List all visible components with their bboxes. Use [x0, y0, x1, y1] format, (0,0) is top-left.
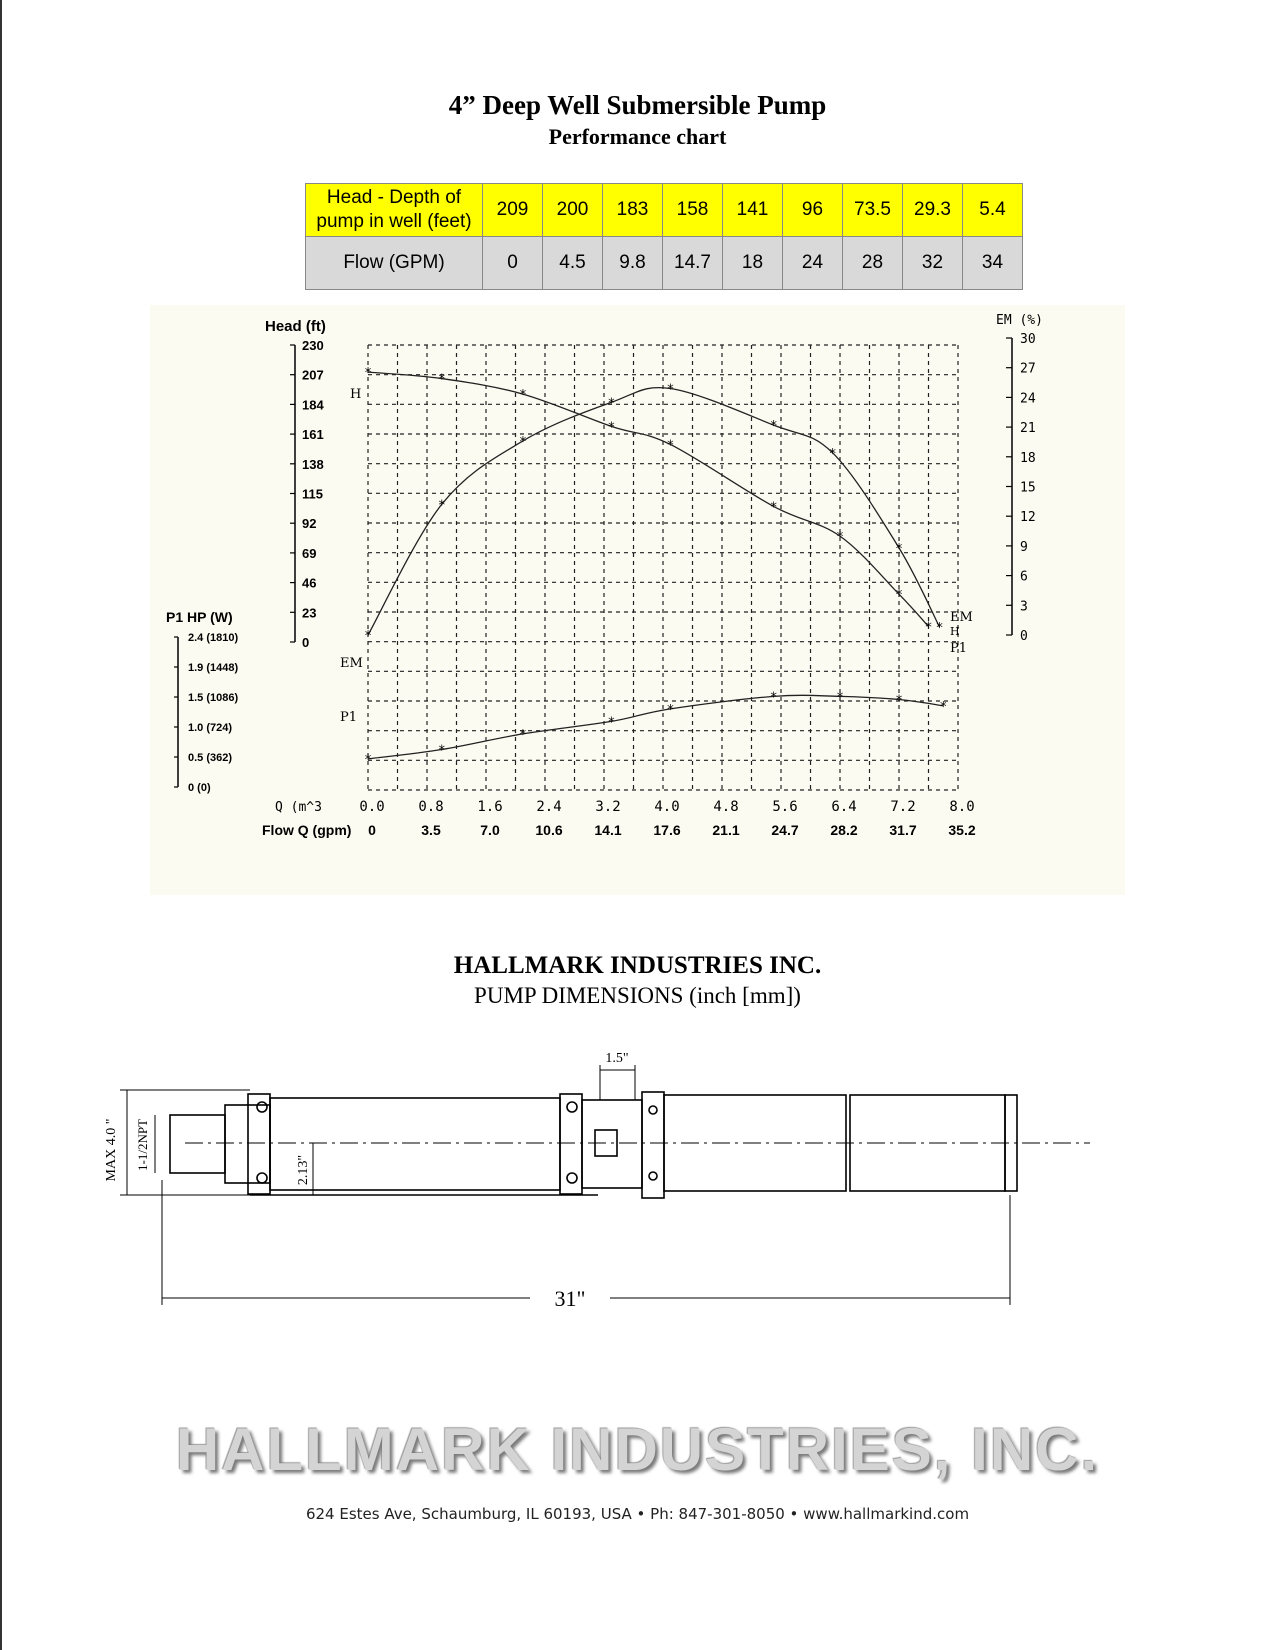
head-tick-label: 138 [302, 456, 324, 472]
head-row-label: Head - Depth of pump in well (feet) [306, 184, 483, 237]
series-p1-point: * [939, 699, 948, 715]
head-cell: 29.3 [903, 184, 963, 237]
q-m3-tick-label: 0.0 [359, 799, 385, 815]
q-m3-tick-label: 4.0 [654, 799, 680, 815]
bracket-middle [560, 1094, 582, 1194]
document-subtitle: Performance chart [548, 124, 727, 149]
em-tick-label: 6 [1020, 569, 1028, 585]
bolt-icon [649, 1172, 657, 1180]
head-cell: 5.4 [963, 184, 1023, 237]
head-cell: 209 [483, 184, 543, 237]
document-title: 4” Deep Well Submersible Pump [448, 90, 827, 120]
p1-tick-label: 1.9 (1448) [188, 662, 239, 674]
series-h-label-left: H [350, 387, 362, 402]
series-h-point: * [836, 530, 844, 546]
head-cell: 200 [543, 184, 603, 237]
series-em-point: * [364, 629, 372, 644]
chart-series [364, 366, 947, 768]
company-logo: HALLMARK INDUSTRIES, INC. [175, 1416, 1100, 1483]
series-em-point: * [828, 446, 837, 462]
head-tick-label: 115 [302, 486, 323, 502]
series-h-point: * [364, 366, 372, 382]
p1-tick-label: 0 (0) [188, 782, 211, 794]
head-tick-label: 207 [302, 367, 324, 383]
flow-cell: 24 [783, 237, 843, 290]
company-address: 624 Estes Ave, Schaumburg, IL 60193, USA • Ph: 847-301-8050 • www.hallmarkind.com [305, 1505, 970, 1523]
chart-grid [368, 345, 958, 790]
em-tick-label: 18 [1020, 450, 1036, 466]
head-tick-label: 92 [302, 516, 317, 532]
series-em-line [368, 388, 940, 635]
series-h-point: * [924, 620, 933, 636]
q-m3-tick-label: 1.6 [477, 799, 503, 815]
em-tick-label: 24 [1020, 391, 1036, 407]
em-tick-label: 30 [1020, 332, 1036, 347]
series-h-point: * [607, 420, 616, 436]
bolt-icon [567, 1173, 577, 1183]
em-tick-label: 27 [1020, 361, 1036, 377]
head-tick-label: 69 [302, 545, 317, 561]
head-axis-label: Head (ft) [265, 318, 326, 335]
head-tick-label: 161 [302, 427, 324, 443]
q-gpm-tick-label: 35.2 [948, 822, 976, 838]
q-m3-tick-label: 8.0 [949, 799, 975, 815]
em-tick-label: 12 [1020, 510, 1036, 526]
chart-labels [166, 313, 1043, 838]
q-m3-tick-label: 2.4 [536, 799, 562, 815]
series-p1-label-left: P1 [340, 710, 358, 725]
series-p1-point: * [437, 743, 446, 759]
q-gpm-tick-label: 31.7 [889, 822, 917, 838]
discharge-fitting [170, 1115, 225, 1173]
series-p1-point: * [895, 693, 903, 709]
em-tick-label: 0 [1020, 629, 1028, 644]
head-tick-label: 23 [302, 605, 317, 621]
series-em-point: * [769, 419, 778, 435]
flow-cell: 14.7 [663, 237, 723, 290]
flow-cell: 18 [723, 237, 783, 290]
pump-dimension-drawing [100, 1051, 1100, 1330]
flow-cell: 28 [843, 237, 903, 290]
q-m3-tick-label: 0.8 [418, 799, 444, 815]
head-cell: 141 [723, 184, 783, 237]
manufacturer-name: HALLMARK INDUSTRIES INC. [453, 952, 822, 979]
bolt-icon [257, 1102, 267, 1112]
series-p1-point: * [364, 752, 372, 768]
em-axis-label: EM (%) [996, 313, 1043, 328]
dim-overall-length: 31" [554, 1286, 586, 1311]
head-tick-label: 46 [302, 575, 317, 591]
series-h-point: * [666, 438, 675, 454]
em-tick-label: 3 [1020, 599, 1028, 615]
q-m3-tick-label: 7.2 [890, 799, 916, 815]
q-gpm-tick-label: 21.1 [712, 822, 740, 838]
flow-cell: 4.5 [543, 237, 603, 290]
series-p1-label-right: P1 [950, 641, 968, 656]
dimensions-title: PUMP DIMENSIONS (inch [mm]) [474, 983, 801, 1008]
q-gpm-tick-label: 10.6 [535, 822, 563, 838]
series-em-point: * [518, 434, 527, 450]
em-tick-label: 21 [1020, 421, 1036, 437]
series-p1-point: * [666, 702, 675, 718]
q-gpm-tick-label: 28.2 [830, 822, 858, 838]
q-gpm-axis-label: Flow Q (gpm) [262, 822, 352, 838]
series-h-point: * [437, 372, 446, 388]
head-tick-label: 0 [302, 635, 310, 650]
em-tick-label: 15 [1020, 480, 1036, 496]
q-gpm-tick-label: 7.0 [480, 822, 500, 838]
q-m3-tick-label: 4.8 [713, 799, 739, 815]
chart-axes [174, 338, 1012, 787]
series-h-point: * [518, 388, 527, 404]
head-cell: 73.5 [843, 184, 903, 237]
head-cell: 158 [663, 184, 723, 237]
dim-body-radius: 2.13" [296, 1154, 311, 1186]
bolt-icon [567, 1102, 577, 1112]
page-edge [0, 0, 2, 1650]
suction-housing [582, 1100, 642, 1188]
performance-table [305, 183, 1023, 290]
head-tick-label: 230 [302, 338, 324, 353]
q-gpm-tick-label: 0 [368, 822, 376, 838]
flow-cell: 34 [963, 237, 1023, 290]
series-h-point: * [769, 500, 778, 516]
q-m3-axis-label: Q (m^3 [275, 800, 322, 815]
series-em-point: * [666, 382, 675, 398]
series-h-point: * [895, 588, 903, 604]
series-em-label-right: EM [950, 610, 973, 625]
flow-cell: 9.8 [603, 237, 663, 290]
q-m3-tick-label: 6.4 [831, 799, 857, 815]
head-cell: 183 [603, 184, 663, 237]
p1-tick-label: 1.0 (724) [188, 722, 233, 734]
q-m3-tick-label: 3.2 [595, 799, 621, 815]
series-p1-point: * [769, 690, 778, 706]
series-em-point: * [607, 396, 616, 412]
q-m3-tick-label: 5.6 [772, 799, 798, 815]
flow-row [306, 237, 1023, 290]
series-em-point: * [437, 498, 446, 514]
performance-chart [150, 305, 1125, 895]
series-p1-point: * [518, 727, 527, 743]
dim-max-diameter: MAX 4.0 " [104, 1118, 119, 1182]
head-row [306, 184, 1023, 237]
q-gpm-tick-label: 3.5 [421, 822, 441, 838]
bolt-icon [649, 1106, 657, 1114]
series-p1-line [368, 695, 943, 759]
em-tick-label: 9 [1020, 539, 1028, 555]
q-gpm-tick-label: 17.6 [653, 822, 681, 838]
p1-tick-label: 0.5 (362) [188, 752, 233, 764]
series-h-line [368, 372, 929, 626]
flow-cell: 32 [903, 237, 963, 290]
flow-row-label: Flow (GPM) [306, 237, 483, 290]
series-em-label-left: EM [340, 656, 363, 671]
dim-npt: 1-1/2NPT [135, 1119, 150, 1171]
p1-axis-label: P1 HP (W) [166, 609, 233, 625]
chart-svg [150, 305, 1125, 895]
q-gpm-tick-label: 14.1 [594, 822, 622, 838]
series-h-label-right: H [950, 625, 960, 638]
q-gpm-tick-label: 24.7 [771, 822, 799, 838]
bolt-icon [257, 1173, 267, 1183]
motor-flange [642, 1092, 664, 1198]
dim-top-width: 1.5" [605, 1051, 629, 1066]
p1-tick-label: 2.4 (1810) [188, 632, 239, 644]
head-cell: 96 [783, 184, 843, 237]
head-tick-label: 184 [302, 397, 324, 413]
series-p1-point: * [836, 690, 844, 706]
series-p1-point: * [607, 715, 616, 731]
flow-cell: 0 [483, 237, 543, 290]
p1-tick-label: 1.5 (1086) [188, 692, 239, 704]
series-em-point: * [895, 541, 903, 557]
series-em-point: * [935, 621, 944, 637]
